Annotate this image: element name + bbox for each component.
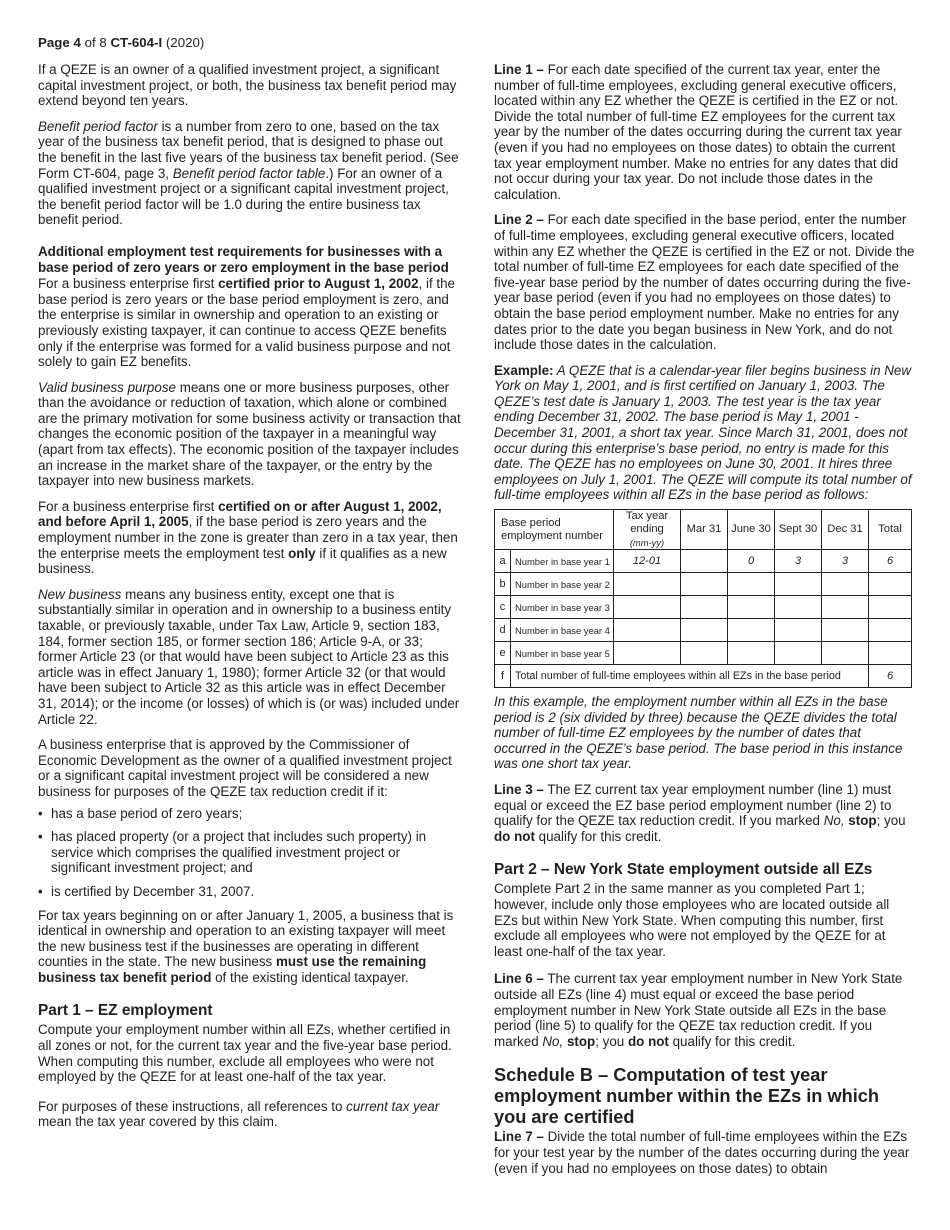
col-header-jun: June 30 bbox=[728, 510, 775, 550]
cell-tax-year bbox=[614, 642, 681, 665]
cell-mar bbox=[681, 619, 728, 642]
example-label: Example: bbox=[494, 362, 554, 378]
table-row bbox=[495, 642, 912, 665]
benefit-period-factor-paragraph: Benefit period factor is a number from zero to one, based on the tax year of the business tax benefit period, that is designed to phase out the benefit in the last five years of the business tax benefit period. (See Form CT-604, page 3, Benefit period factor table.) For an owner of a qualified investment project or a significant capital investment project, the benefit period factor will be 1.0 during the entire business tax benefit period. bbox=[38, 118, 459, 228]
col-header-base-period: Base period employment number bbox=[495, 510, 614, 550]
list-item: • has a base period of zero years; bbox=[38, 806, 463, 822]
cell-sep: 3 bbox=[775, 550, 822, 573]
additional-employment-heading: Additional employment test requirements for businesses with a base period of zero years or zero employment in the base period bbox=[38, 243, 449, 275]
example-paragraph: Example: A QEZE that is a calendar-year filer begins business in New York on May 1, 2001, and is first certified on January 1, 2003. The QEZE’s test date is January 1, 2003. The test year is the tax year ending December 31, 2002. The base period is May 1, 2001 - December 31, 2001, a short tax year. Since March 31, 2001, does not occur during this enterprise’s base period, no entry is made for this date. The QEZE has no employees on June 30, 2001. It hires three employees on July 1, 2001. The QEZE will compute its total number of full-time employees within all EZs in the base period as follows: bbox=[494, 362, 912, 503]
cell-grand-total: 6 bbox=[869, 665, 912, 688]
cell-sep bbox=[775, 596, 822, 619]
new-business-term: New business bbox=[38, 586, 122, 602]
form-number: CT-604-I bbox=[110, 35, 163, 50]
cell-dec bbox=[822, 596, 869, 619]
row-label: Number in base year 5 bbox=[511, 642, 614, 665]
line3-label: Line 3 – bbox=[494, 782, 544, 797]
line6-label: Line 6 – bbox=[494, 971, 544, 987]
line6-instructions: Line 6 – The current tax year employment number in New York State outside all EZs (line 4) must equal or exceed the base period employment number in New York State outside all EZs in the base period (line 5) to qualify for the QEZE tax reduction credit. If you marked No, stop; you do not qualify for this credit. bbox=[494, 971, 903, 1049]
line3-instructions: Line 3 – The EZ current tax year employment number (line 1) must equal or exceed the EZ base period employment number (line 2) to qualify for the QEZE tax reduction credit. If you marked No, stop; you do not qualify for this credit. bbox=[494, 782, 906, 844]
cell-total bbox=[869, 642, 912, 665]
line7-instructions: Line 7 – Divide the total number of full-time employees within the EZs for your test year by the number of the dates occurring during the year (even if you had no employees on those dates) to obtain bbox=[494, 1129, 910, 1176]
benefit-period-factor-term: Benefit period factor bbox=[38, 118, 158, 134]
cell-total: 6 bbox=[869, 550, 912, 573]
total-row-label: Total number of full-time employees within all EZs in the base period bbox=[511, 665, 869, 688]
tax-year-unit: (mm-yy) bbox=[629, 537, 665, 549]
row-label: Number in base year 3 bbox=[511, 596, 614, 619]
cell-jun bbox=[728, 619, 775, 642]
cell-dec bbox=[822, 573, 869, 596]
schedule-b-heading: Schedule B – Computation of test year employment number within the EZs in which you are certified bbox=[494, 1065, 880, 1128]
cell-mar bbox=[681, 596, 728, 619]
col-header-dec: Dec 31 bbox=[822, 510, 869, 550]
part2-heading: Part 2 – New York State employment outside all EZs bbox=[494, 861, 873, 879]
col-header-sep: Sept 30 bbox=[775, 510, 822, 550]
line1-label: Line 1 – bbox=[494, 62, 544, 77]
cell-jun bbox=[728, 573, 775, 596]
valid-business-purpose-paragraph: Valid business purpose means one or more business purposes, other than the avoidance or reduction of taxation, which alone or combined are the primary motivation for some business activity or transaction that changes the economic position of the taxpayer in a meaningful way (apart from tax effects). The economic position of the taxpayer includes an increase in the market share of the taxpayer, or the entry by the taxpayer into new business markets. bbox=[38, 379, 461, 489]
cell-dec bbox=[822, 619, 869, 642]
cell-sep bbox=[775, 642, 822, 665]
table-row bbox=[495, 619, 912, 642]
cell-tax-year bbox=[614, 596, 681, 619]
page-number: Page 4 bbox=[38, 35, 81, 50]
col-header-total: Total bbox=[869, 510, 912, 550]
row-letter: d bbox=[495, 619, 511, 642]
form-year: (2020) bbox=[162, 35, 205, 50]
qeze-owner-paragraph: If a QEZE is an owner of a qualified investment project, a significant capital investment project, or both, the business tax benefit period may extend beyond ten years. bbox=[38, 62, 457, 109]
cell-sep bbox=[775, 619, 822, 642]
part2-instructions: Complete Part 2 in the same manner as you completed Part 1; however, include only those employees who are located outside all EZs but within New York State. When computing this number, first exclude all employees who were not employed by the QEZE for at least one-half of the tax year. bbox=[494, 881, 890, 959]
cell-mar bbox=[681, 573, 728, 596]
row-label: Number in base year 1 bbox=[511, 550, 614, 573]
line2-label: Line 2 – bbox=[494, 212, 544, 228]
page-of: of 8 bbox=[80, 35, 111, 50]
cell-tax-year bbox=[614, 573, 681, 596]
row-letter: c bbox=[495, 596, 511, 619]
cell-dec: 3 bbox=[822, 550, 869, 573]
cell-tax-year: 12-01 bbox=[614, 550, 681, 573]
row-letter: f bbox=[495, 665, 511, 688]
page-header bbox=[38, 35, 204, 51]
new-business-criteria-list bbox=[38, 806, 463, 900]
row-label: Number in base year 4 bbox=[511, 619, 614, 642]
cell-dec bbox=[822, 642, 869, 665]
line1-instructions: Line 1 – For each date specified of the current tax year, enter the number of full-time employees, excluding general executive officers, located within any EZ whether the QEZE is certified in the EZ or not. Divide the total number of full-time EZ employees for the current tax year by the number of the dates occurring during the current tax year (even if you had no employees on those dates) to obtain the current tax year employment number. Make no entries for any dates that did not occur during your tax year. Do not include those dates in the calculation. bbox=[494, 62, 902, 202]
cell-total bbox=[869, 619, 912, 642]
part1-heading: Part 1 – EZ employment bbox=[38, 1002, 213, 1020]
part1-instructions: Compute your employment number within all EZs, whether certified in all zones or not, for the current tax year and the five-year base period. When computing this number, exclude all employees who were not employed by the QEZE for at least one-half of the tax year. bbox=[38, 1022, 452, 1085]
certified-prior-paragraph: For a business enterprise first certified prior to August 1, 2002, if the base period is zero years or the base period employment is zero, and the enterprise is similar in ownership and operation to an existing or previously existing taxpayer, it can continue to access QEZE benefits only if the enterprise was formed for a valid business purpose and not solely to gain EZ benefits. bbox=[38, 276, 456, 370]
cell-mar bbox=[681, 642, 728, 665]
example-conclusion: In this example, the employment number within all EZs in the base period is 2 (six divided by three) because the QEZE divides the total number of full-time EZ employees by the number of dates that occurred in the QEZE’s base period. The base period in this instance was one short tax year. bbox=[494, 694, 903, 772]
commissioner-approval-paragraph: A business enterprise that is approved by the Commissioner of Economic Development as the owner of a qualified investment project or a significant capital investment project will be considered a new business for purposes of the QEZE tax reduction credit if it: bbox=[38, 737, 452, 799]
left-column bbox=[38, 62, 463, 1140]
cell-total bbox=[869, 573, 912, 596]
valid-business-purpose-term: Valid business purpose bbox=[38, 379, 176, 395]
col-header-mar: Mar 31 bbox=[681, 510, 728, 550]
row-letter: e bbox=[495, 642, 511, 665]
cell-jun bbox=[728, 596, 775, 619]
col-header-tax-year: Tax year ending (mm-yy) bbox=[614, 510, 681, 550]
table-row bbox=[495, 550, 912, 573]
table-row bbox=[495, 573, 912, 596]
list-item: • is certified by December 31, 2007. bbox=[38, 884, 463, 900]
certified-after-paragraph: For a business enterprise first certified on or after August 1, 2002, and before April 1, 2005, if the base period is zero years and the employment number in the zone is greater than zero in a tax year, then the enterprise meets the employment test only if it qualifies as a new business. bbox=[38, 498, 458, 577]
identical-taxpayer-paragraph: For tax years beginning on or after January 1, 2005, a business that is identical in ownership and operation to an existing taxpayer will meet the new business test if the businesses are operating in different counties in the state. The new business must use the remaining business tax benefit period of the existing identical taxpayer. bbox=[38, 907, 454, 985]
row-letter: b bbox=[495, 573, 511, 596]
row-label: Number in base year 2 bbox=[511, 573, 614, 596]
table-total-row bbox=[495, 665, 912, 688]
cell-tax-year bbox=[614, 619, 681, 642]
cell-jun: 0 bbox=[728, 550, 775, 573]
current-tax-year-paragraph: For purposes of these instructions, all references to current tax year mean the tax year covered by this claim. bbox=[38, 1098, 440, 1130]
benefit-period-factor-table-ref: Benefit period factor table bbox=[172, 165, 326, 181]
cell-jun bbox=[728, 642, 775, 665]
table-row bbox=[495, 596, 912, 619]
cell-total bbox=[869, 596, 912, 619]
row-letter: a bbox=[495, 550, 511, 573]
line2-instructions: Line 2 – For each date specified in the base period, enter the number of full-time employees, excluding general executive officers, located within any EZ whether the QEZE is certified in the EZ or not. Divide the total number of full-time EZ employees for each date specified of the five-year base period by the number of dates occurring during the five-year base period (even if you had no employees on those dates) to obtain the base period employment number. Make no entries for any dates prior to the date you began business in New York, and do not include those dates in the calculation. bbox=[494, 212, 915, 353]
cell-mar bbox=[681, 550, 728, 573]
right-column bbox=[494, 62, 916, 1186]
list-item: • has placed property (or a project that includes such property) in service which comprises the qualified investment project or significant investment project; and bbox=[38, 829, 463, 876]
new-business-paragraph: New business means any business entity, except one that is substantially similar in operation and in ownership to a business entity taxable, or previously taxable, under Tax Law, Article 9, section 183, 184, former section 185, or former section 186; Article 9-A, or 33; former Article 23 (or that would have been subject to Article 23 as this article was in effect January 1, 1980); former Article 32 (or that would have been subject to Article 32 as this article was in effect December 31, 2014); or the income (or losses) of which is (or was) included under Article 22. bbox=[38, 586, 460, 727]
table-header-row bbox=[495, 510, 912, 550]
base-period-example-table bbox=[494, 509, 912, 688]
line7-label: Line 7 – bbox=[494, 1129, 544, 1145]
cell-sep bbox=[775, 573, 822, 596]
